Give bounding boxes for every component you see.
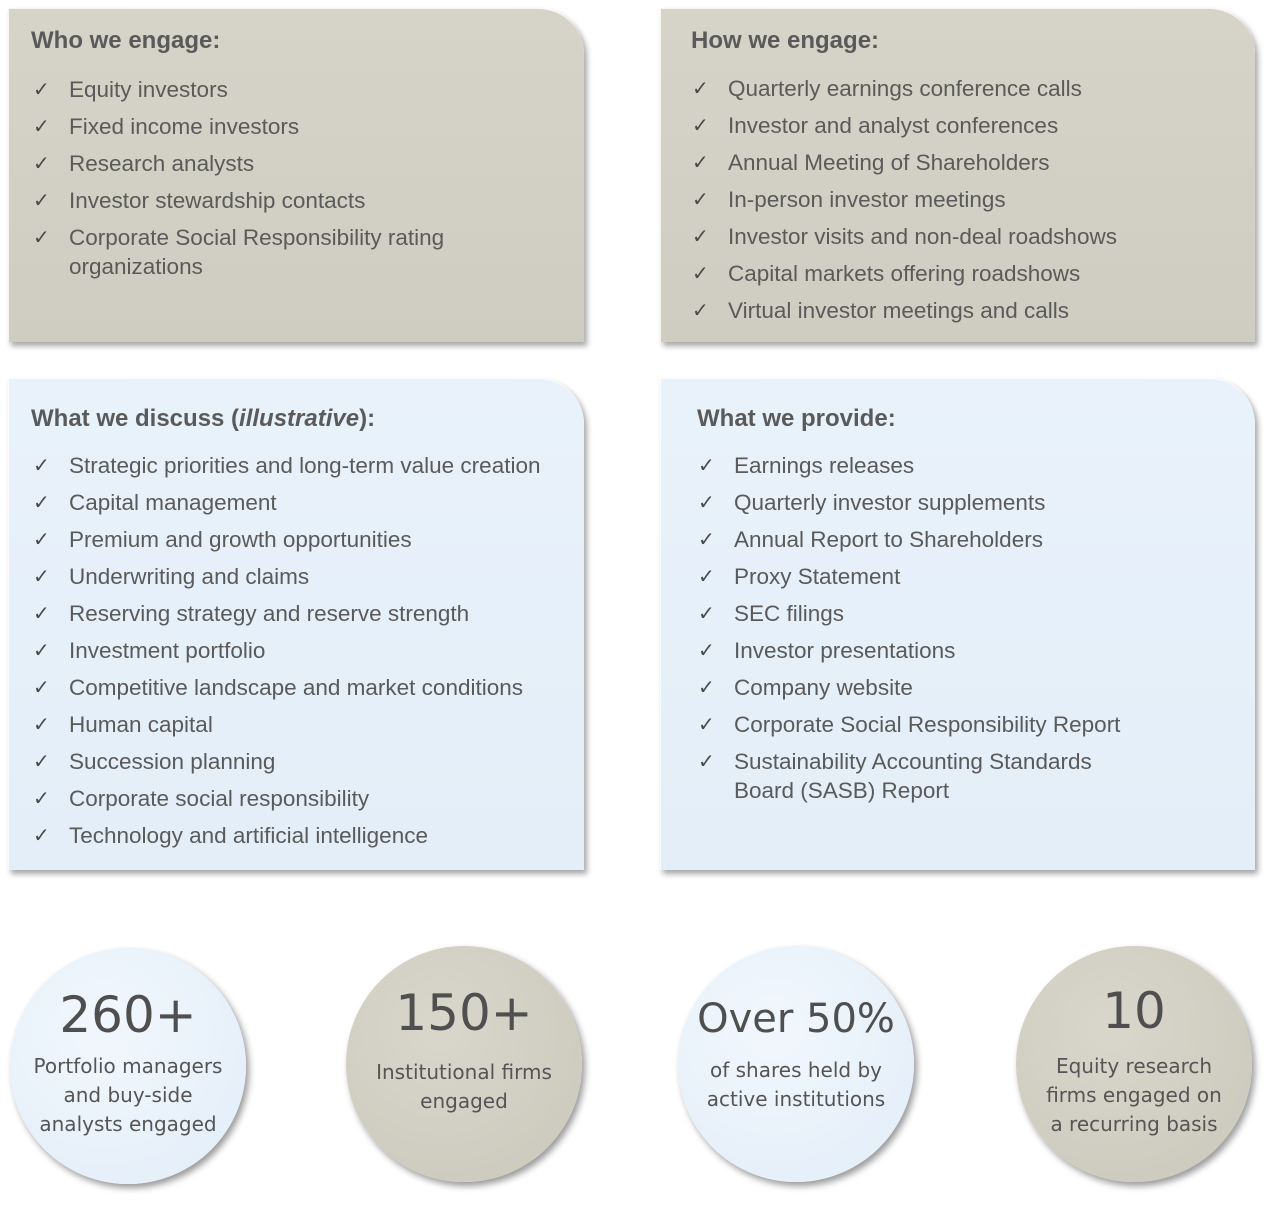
stat-description-line: analysts engaged xyxy=(39,1112,217,1136)
stat-description-line: Institutional firms xyxy=(376,1060,552,1084)
list-item-text: Human capital xyxy=(69,712,213,737)
checkmark-icon: ✓ xyxy=(692,76,709,100)
list-item xyxy=(698,488,1128,517)
who-we-engage-panel xyxy=(8,8,584,342)
who-we-engage-list xyxy=(33,75,503,289)
checkmark-icon: ✓ xyxy=(33,638,50,662)
stat-institutional-firms xyxy=(346,946,582,1182)
checkmark-icon: ✓ xyxy=(33,675,50,699)
list-item xyxy=(692,185,1212,214)
stat-description xyxy=(20,1052,236,1139)
list-item-text: Corporate social responsibility xyxy=(69,786,370,811)
list-item-text: Corporate Social Responsibility rating organizations xyxy=(69,225,445,279)
list-item-text: Quarterly earnings conference calls xyxy=(728,76,1082,101)
list-item xyxy=(33,636,583,665)
checkmark-icon: ✓ xyxy=(33,453,50,477)
what-we-discuss-list xyxy=(33,451,583,858)
how-we-engage-title: How we engage: xyxy=(691,27,880,54)
stat-value: 10 xyxy=(1102,982,1166,1040)
list-item-text: Technology and artificial intelligence xyxy=(69,823,428,848)
list-item xyxy=(33,747,583,776)
checkmark-icon: ✓ xyxy=(33,490,50,514)
list-item xyxy=(698,451,1128,480)
list-item xyxy=(698,710,1128,739)
stat-description xyxy=(1026,1052,1242,1139)
list-item xyxy=(33,525,583,554)
checkmark-icon: ✓ xyxy=(33,786,50,810)
list-item-text: Proxy Statement xyxy=(734,564,901,589)
checkmark-icon: ✓ xyxy=(33,823,50,847)
list-item-text: Corporate Social Responsibility Report xyxy=(734,712,1121,737)
list-item-text: Annual Report to Shareholders xyxy=(734,527,1043,552)
list-item-text: Investor visits and non-deal roadshows xyxy=(728,224,1117,249)
stat-portfolio-managers xyxy=(10,948,246,1184)
list-item-text: Investor and analyst conferences xyxy=(728,113,1059,138)
checkmark-icon: ✓ xyxy=(33,114,50,138)
checkmark-icon: ✓ xyxy=(692,224,709,248)
list-item-text: Sustainability Accounting Standards Board (SASB) Report xyxy=(734,749,1092,803)
list-item xyxy=(33,710,583,739)
list-item xyxy=(698,747,1128,805)
list-item-text: Quarterly investor supplements xyxy=(734,490,1046,515)
list-item-text: Succession planning xyxy=(69,749,276,774)
checkmark-icon: ✓ xyxy=(33,77,50,101)
list-item-text: Reserving strategy and reserve strength xyxy=(69,601,470,626)
checkmark-icon: ✓ xyxy=(33,225,50,249)
who-we-engage-title: Who we engage: xyxy=(31,27,221,54)
checkmark-icon: ✓ xyxy=(698,638,715,662)
checkmark-icon: ✓ xyxy=(33,601,50,625)
discuss-title-prefix: What we discuss ( xyxy=(31,405,240,432)
list-item-text: Investor presentations xyxy=(734,638,956,663)
list-item-text: Investment portfolio xyxy=(69,638,266,663)
list-item xyxy=(698,636,1128,665)
checkmark-icon: ✓ xyxy=(698,675,715,699)
checkmark-icon: ✓ xyxy=(33,188,50,212)
list-item xyxy=(33,599,583,628)
stat-description-line: a recurring basis xyxy=(1050,1112,1218,1136)
list-item xyxy=(698,525,1128,554)
stat-value: 260+ xyxy=(59,986,197,1044)
stat-description-line: Portfolio managers xyxy=(33,1054,223,1078)
stat-description-line: engaged xyxy=(420,1089,508,1113)
stat-shares-held xyxy=(678,946,914,1182)
list-item xyxy=(692,259,1212,288)
list-item-text: Competitive landscape and market conditions xyxy=(69,675,523,700)
stat-equity-research-firms xyxy=(1016,946,1252,1182)
stat-value: Over 50% xyxy=(697,996,895,1042)
list-item xyxy=(698,562,1128,591)
list-item xyxy=(33,488,583,517)
list-item-text: Strategic priorities and long-term value creation xyxy=(69,453,541,478)
checkmark-icon: ✓ xyxy=(33,151,50,175)
list-item xyxy=(692,222,1212,251)
stat-description-line: Equity research xyxy=(1055,1054,1213,1078)
list-item-text: Annual Meeting of Shareholders xyxy=(728,150,1050,175)
checkmark-icon: ✓ xyxy=(692,261,709,285)
list-item xyxy=(698,673,1128,702)
list-item-text: Premium and growth opportunities xyxy=(69,527,412,552)
list-item xyxy=(698,599,1128,628)
list-item xyxy=(692,111,1212,140)
list-item xyxy=(33,75,503,104)
checkmark-icon: ✓ xyxy=(698,564,715,588)
what-we-provide-list xyxy=(698,451,1128,813)
stat-description-line: firms engaged on xyxy=(1046,1083,1222,1107)
checkmark-icon: ✓ xyxy=(698,601,715,625)
list-item-text: Company website xyxy=(734,675,913,700)
checkmark-icon: ✓ xyxy=(33,564,50,588)
checkmark-icon: ✓ xyxy=(698,453,715,477)
list-item-text: In-person investor meetings xyxy=(728,187,1006,212)
list-item-text: SEC filings xyxy=(734,601,845,626)
list-item xyxy=(33,223,503,281)
list-item-text: Fixed income investors xyxy=(69,114,300,139)
checkmark-icon: ✓ xyxy=(33,527,50,551)
checkmark-icon: ✓ xyxy=(698,749,715,773)
checkmark-icon: ✓ xyxy=(692,187,709,211)
list-item xyxy=(692,296,1212,325)
list-item xyxy=(33,821,583,850)
checkmark-icon: ✓ xyxy=(33,749,50,773)
list-item xyxy=(692,74,1212,103)
list-item-text: Equity investors xyxy=(69,77,228,102)
list-item-text: Underwriting and claims xyxy=(69,564,310,589)
list-item xyxy=(33,112,503,141)
list-item xyxy=(33,562,583,591)
list-item-text: Research analysts xyxy=(69,151,255,176)
list-item-text: Investor stewardship contacts xyxy=(69,188,366,213)
stat-description-line: of shares held by xyxy=(710,1058,882,1082)
discuss-title-italic: illustrative xyxy=(239,405,360,432)
checkmark-icon: ✓ xyxy=(698,490,715,514)
what-we-discuss-panel xyxy=(8,378,584,870)
checkmark-icon: ✓ xyxy=(692,150,709,174)
list-item-text: Capital management xyxy=(69,490,277,515)
stat-description xyxy=(356,1058,572,1116)
stat-description-line: active institutions xyxy=(706,1087,886,1111)
list-item-text: Capital markets offering roadshows xyxy=(728,261,1081,286)
list-item xyxy=(33,149,503,178)
what-we-discuss-title xyxy=(31,405,375,433)
checkmark-icon: ✓ xyxy=(692,298,709,322)
what-we-provide-panel xyxy=(660,378,1255,870)
what-we-provide-title: What we provide: xyxy=(697,405,896,432)
stat-description-line: and buy-side xyxy=(63,1083,193,1107)
list-item xyxy=(33,673,583,702)
how-we-engage-panel xyxy=(660,8,1255,342)
stat-value: 150+ xyxy=(395,984,533,1042)
list-item xyxy=(692,148,1212,177)
discuss-title-suffix: ): xyxy=(359,405,376,432)
how-we-engage-list xyxy=(692,74,1212,333)
checkmark-icon: ✓ xyxy=(692,113,709,137)
list-item xyxy=(33,784,583,813)
list-item-text: Earnings releases xyxy=(734,453,915,478)
list-item xyxy=(33,186,503,215)
checkmark-icon: ✓ xyxy=(698,527,715,551)
checkmark-icon: ✓ xyxy=(698,712,715,736)
checkmark-icon: ✓ xyxy=(33,712,50,736)
stat-description xyxy=(688,1056,904,1114)
list-item-text: Virtual investor meetings and calls xyxy=(728,298,1070,323)
list-item xyxy=(33,451,583,480)
